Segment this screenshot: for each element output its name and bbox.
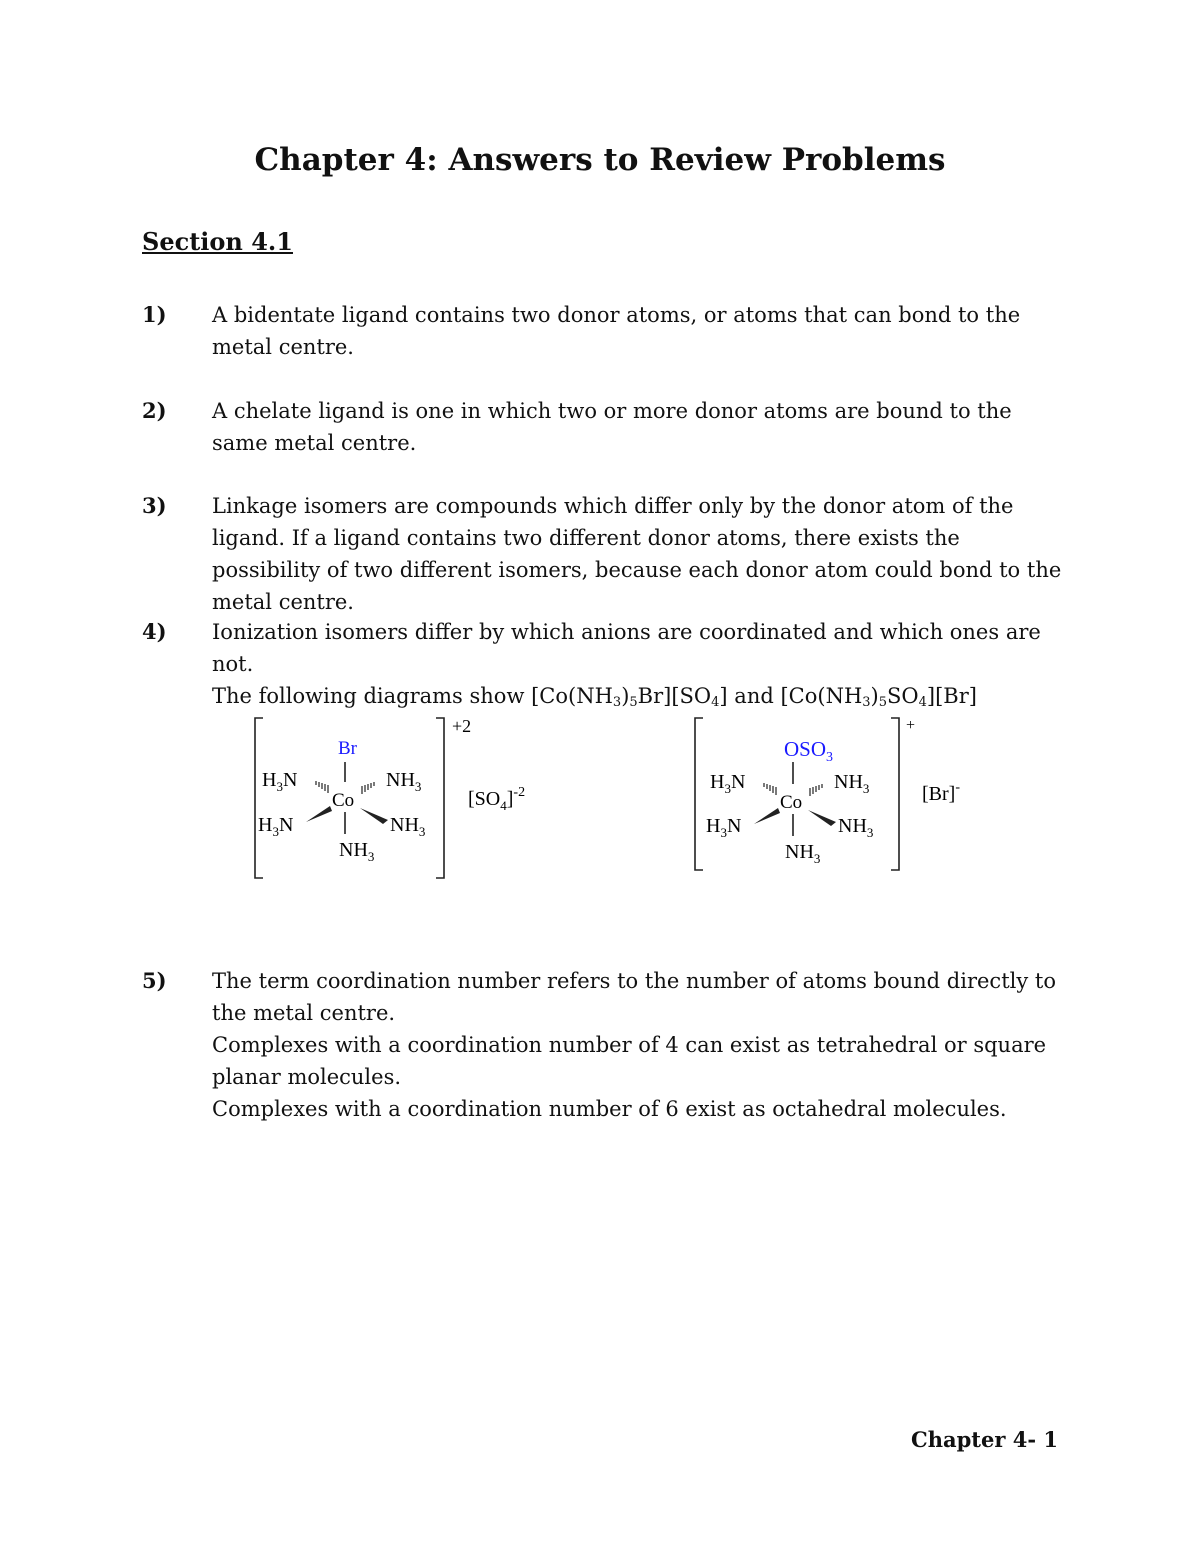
complex-diagram-1 xyxy=(250,710,560,890)
section-heading: Section 4.1 xyxy=(142,227,293,256)
ligand-h3n-upper-left: $H_3N$ xyxy=(262,769,298,794)
ligand-h3n-upper-left: $H_3N$ xyxy=(710,771,746,796)
item-text xyxy=(212,616,1072,719)
item-text: A chelate ligand is one in which two or more donor atoms are bound to the same metal centre. xyxy=(212,399,1012,455)
item-line: The term coordination number refers to the number of atoms bound directly to the metal centre. xyxy=(212,969,1056,1025)
item-line: The following diagrams show $[Co(NH_3)_5Br][SO_4]$ and $[Co(NH_3)_5SO_4][Br]$ xyxy=(212,684,977,710)
item-number: 5) xyxy=(142,968,167,993)
item-number: 2) xyxy=(142,398,167,423)
complex-charge: + xyxy=(906,717,916,734)
formula: $[Co(NH_3)_5SO_4][Br]$ xyxy=(780,684,977,710)
top-ligand-label: Br xyxy=(338,738,357,759)
counter-ion: $[SO_4]^{-2}$ xyxy=(468,785,526,813)
page-footer: Chapter 4- 1 xyxy=(911,1427,1058,1452)
ligand-nh3-lower-right: $NH_3$ xyxy=(390,814,426,839)
ligand-h3n-lower-left: $H_3N$ xyxy=(258,814,294,839)
ligand-nh3-upper-right: $NH_3$ xyxy=(834,771,870,796)
item-line: Ionization isomers differ by which anions are coordinated and which ones are not. xyxy=(212,620,1041,676)
top-ligand-label: $OSO_3$ xyxy=(784,737,834,765)
item-text xyxy=(212,965,1072,1125)
ligand-h3n-lower-left: $H_3N$ xyxy=(706,815,742,840)
ligand-nh3-upper-right: $NH_3$ xyxy=(386,769,422,794)
item-text: Linkage isomers are compounds which differ only by the donor atom of the ligand. If a ligand contains two different donor atoms, there exists the possibility of two different isomers, because each donor atom could bond to the metal centre. xyxy=(212,494,1062,614)
item-number: 1) xyxy=(142,302,167,327)
metal-label: Co xyxy=(780,792,803,813)
ligand-nh3-lower-right: $NH_3$ xyxy=(838,815,874,840)
item-number: 4) xyxy=(142,619,167,644)
item-number: 3) xyxy=(142,493,167,518)
ligand-nh3-bottom: $NH_3$ xyxy=(339,839,375,864)
item-line: Complexes with a coordination number of 6 exist as octahedral molecules. xyxy=(212,1097,1007,1121)
complex-charge: +2 xyxy=(452,716,472,736)
complex-diagram-2 xyxy=(688,710,988,890)
formula: $[Co(NH_3)_5Br][SO_4]$ xyxy=(531,684,728,710)
item-text: A bidentate ligand contains two donor atoms, or atoms that can bond to the metal centre. xyxy=(212,303,1021,359)
item-line: Complexes with a coordination number of 4 can exist as tetrahedral or square planar molecules. xyxy=(212,1033,1047,1089)
page-title: Chapter 4: Answers to Review Problems xyxy=(254,142,946,178)
counter-ion: [Br]- xyxy=(922,780,960,805)
metal-label: Co xyxy=(332,790,355,811)
ligand-nh3-bottom: $NH_3$ xyxy=(785,841,821,866)
